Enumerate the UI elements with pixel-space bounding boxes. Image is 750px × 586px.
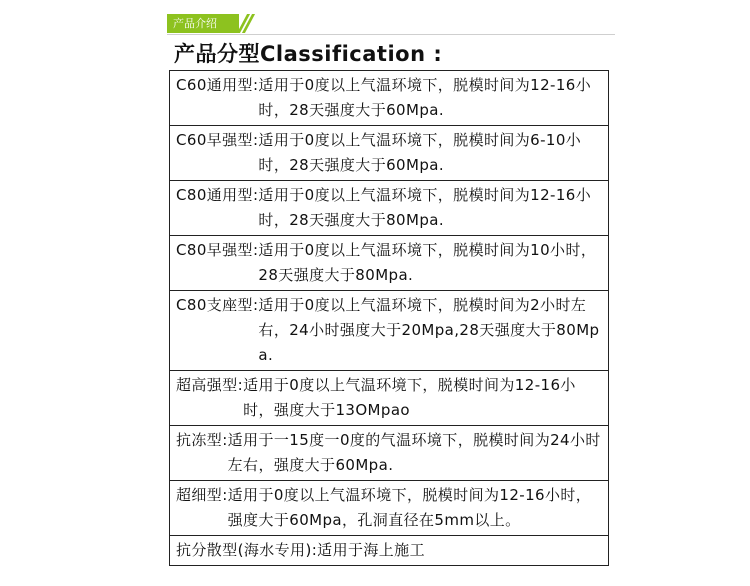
classification-table xyxy=(169,70,609,566)
table-row xyxy=(170,181,608,236)
row-name: C80通用型: xyxy=(176,186,259,204)
section-header-bar xyxy=(167,14,615,35)
table-row xyxy=(170,371,608,426)
row-description: 适用于海上施工 xyxy=(317,541,425,559)
table-row xyxy=(170,481,608,536)
row-name: 超细型: xyxy=(176,486,228,504)
table-row xyxy=(170,291,608,371)
tag-stripes xyxy=(239,14,251,33)
table-row xyxy=(170,71,608,126)
table-row xyxy=(170,126,608,181)
row-name: C80支座型: xyxy=(176,296,259,314)
row-name: C80早强型: xyxy=(176,241,259,259)
row-description: 适用于0度以上气温环境下，脱模时间为12-16小时，28天强度大于80Mpa. xyxy=(258,186,592,229)
table-row xyxy=(170,536,608,566)
section-tag: 产品介绍 xyxy=(167,14,239,33)
row-description: 适用于0度以上气温环境下，脱模时间为12-16小时，强度大于60Mpa，孔洞直径在5mm以上。 xyxy=(227,486,592,529)
row-description: 适用于0度以上气温环境下，脱模时间为2小时左右，24小时强度大于20Mpa,28天强度大于80Mpa. xyxy=(258,296,600,364)
row-name: 抗冻型: xyxy=(176,431,228,449)
table-row xyxy=(170,426,608,481)
row-name: C60早强型: xyxy=(176,131,259,149)
row-name: 抗分散型(海水专用): xyxy=(176,541,318,559)
row-description: 适用于0度以上气温环境下，脱模时间为12-16小时，28天强度大于60Mpa. xyxy=(258,76,592,119)
section-title: 产品分型Classification : xyxy=(174,42,443,66)
table-row xyxy=(170,236,608,291)
row-description: 适用于一15度一0度的气温环境下，脱模时间为24小时左右，强度大于60Mpa. xyxy=(227,431,601,474)
row-description: 适用于0度以上气温环境下，脱模时间为10小时，28天强度大于80Mpa. xyxy=(258,241,597,284)
row-description: 适用于0度以上气温环境下，脱模时间为12-16小时，强度大于13OMpao xyxy=(243,376,576,419)
row-description: 适用于0度以上气温环境下，脱模时间为6-10小时，28天强度大于60Mpa. xyxy=(258,131,582,174)
row-name: C60通用型: xyxy=(176,76,259,94)
row-name: 超高强型: xyxy=(176,376,244,394)
